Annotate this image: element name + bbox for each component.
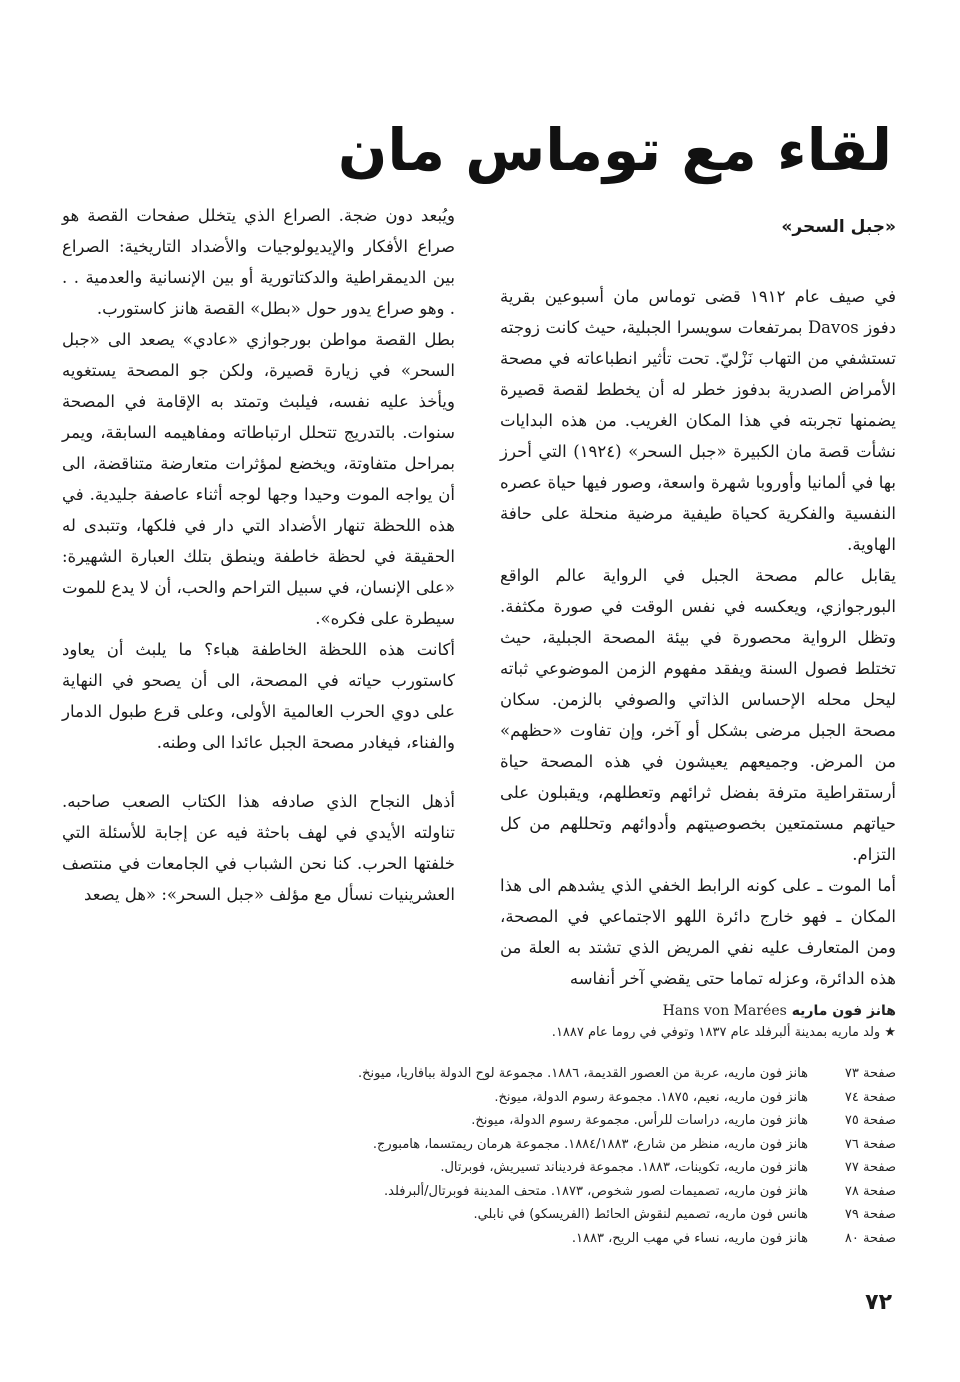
captions-heading xyxy=(56,1000,896,1022)
section-subheading: «جبل السحر» xyxy=(781,217,896,237)
caption-page: صفحة ٧٩ xyxy=(844,1207,896,1222)
image-captions xyxy=(56,1000,896,1250)
paragraph: أما الموت ـ على كونه الرابط الخفي الذي يشدهم الى هذا المكان ـ فهو خارج دائرة اللهو الاجتماعي في المصحة، ومن المتعارف عليه نفي المريض الذي تشتد به العلة من هذه الدائرة، وعزله تماما حتى يقضي آخر أنفاسه xyxy=(500,876,896,988)
caption-list xyxy=(56,1062,896,1250)
caption-text: هانز فون ماريه، نساء في مهب الريح، ١٨٨٣. xyxy=(571,1230,808,1246)
paragraph: بطل القصة مواطن بورجوازي «عادي» يصعد الى «جبل السحر» في زيارة قصيرة، ولكن جو المصحة يستغويه ويأخذ عليه نفسه، فيلبث وتمتد به الإقامة في المصحة سنوات. بالتدريج تتحلل ارتباطاته ومفاهيمه السابقة، ويمر بمراحل متفاوتة، ويخضع لمؤثرات متعارضة متناقضة، الى أن يواجه الموت وحيدا وجها لوجه أثناء عاصفة جليدية. في هذه اللحظة تنهار الأضداد التي دار في فلكها، وتتبدى له الحقيقة في لحظة خاطفة وينطق بتلك العبارة الشهيرة: «على الإنسان، في سبيل التراحم والحب، أن لا يدع للموت سيطرة على فكره». xyxy=(62,330,455,628)
caption-page: صفحة ٧٦ xyxy=(844,1136,896,1152)
paragraph: أذهل النجاح الذي صادفه هذا الكتاب الصعب صاحبه. تناولته الأيدي في لهف باحثة فيه عن إجابة للأسئلة التي خلفتها الحرب. كنا نحن الشباب في الجامعات في منتصف العشرينيات نسأل مع مؤلف «جبل السحر»: «هل يصعد xyxy=(62,792,455,904)
caption-text: هانز فون ماريه، دراسات للرأس. مجموعة رسوم الدولة، ميونخ. xyxy=(471,1113,808,1128)
caption-page: صفحة ٨٠ xyxy=(844,1230,896,1246)
left-text-column xyxy=(62,200,455,910)
caption-item xyxy=(56,1203,896,1227)
caption-page: صفحة ٧٣ xyxy=(844,1066,896,1081)
caption-item xyxy=(56,1109,896,1133)
caption-item xyxy=(56,1180,896,1204)
caption-item xyxy=(56,1086,896,1110)
artist-name-arabic: هانز فون ماريه xyxy=(791,1003,896,1019)
caption-item xyxy=(56,1133,896,1157)
caption-text: هانز فون ماريه، عربة من العصور القديمة، ١٨٨٦. مجموعة لوح الدولة ببافاريا، ميونخ. xyxy=(358,1066,808,1081)
caption-page: صفحة ٧٨ xyxy=(844,1183,896,1199)
caption-text: هانز فون ماريه، نعيم، ١٨٧٥. مجموعة رسوم الدولة، ميونخ. xyxy=(494,1089,808,1105)
paragraph: في صيف عام ١٩١٢ قضى توماس مان أسبوعين بقرية دفوز Davos بمرتفعات سويسرا الجبلية، حيث كانت زوجته تستشفي من التهاب نَزْليّ. تحت تأثير انطباعاته في مصحة الأمراض الصدرية بدفوز خطر له أن يخطط لقصة قصيرة يضمنها تجربته في هذا المكان الغريب. من هذه البدايات نشأت قصة مان الكبيرة «جبل السحر» (١٩٢٤) التي أحرز بها في ألمانيا وأوروبا شهرة واسعة، وصور فيها حياة عصره النفسية والفكرية كحياة طيفية مرضية منحلة على حافة الهاوية. xyxy=(500,287,896,554)
caption-item xyxy=(56,1156,896,1180)
paragraph: يقابل عالم مصحة الجبل في الرواية عالم الواقع البورجوازي، ويعكسه في نفس الوقت في صورة مكثفة. وتظل الرواية محصورة في بيئة المصحة الجبلية، حيث تختلط فصول السنة ويفقد مفهوم الزمن الموضوعي ثباته ليحل محله الإحساس الذاتي والصوفي بالزمن. سكان مصحة الجبل مرضى بشكل أو آخر، وإن تفاوت «حظهم» من المرض. وجميعهم يعيشون في هذه المصحة حياة أرستقراطية مترفة بفضل ثرائهم وتعطلهم، ويقبلون على حياتهم مستمتعين بخصوصيتهم وأدوائهم وتحللهم من كل التزام. xyxy=(500,566,896,864)
paragraph: ويُبعد دون ضجة. الصراع الذي يتخلل صفحات القصة هو صراع الأفكار والإيديولوجيات والأضداد التاريخية: الصراع بين الديمقراطية والدكتاتورية أو بين الإنسانية والعدمية . . . وهو صراع يدور حول «بطل» القصة هانز كاستورب. xyxy=(62,206,455,318)
right-text-column xyxy=(500,212,896,994)
artist-note: ★ ولد ماريه بمدينة ألبرفلد عام ١٨٣٧ وتوفي في روما عام ١٨٨٧. xyxy=(551,1025,896,1040)
paragraph-spacer xyxy=(62,758,455,786)
caption-page: صفحة ٧٤ xyxy=(844,1089,896,1105)
caption-text: هانز فون ماريه، تكوينات، ١٨٨٣. مجموعة فرديناند تسيريش، فوبرتال. xyxy=(440,1160,808,1175)
article-title: لقاء مع توماس مان xyxy=(337,116,892,184)
paragraph: أكانت هذه اللحظة الخاطفة هباء؟ ما يلبث أن يعاود كاستورب حياته في المصحة، الى أن يصحو في النهاية على دوي الحرب العالمية الأولى، وعلى قرع طبول الدمار والفناء، فيغادر مصحة الجبل عائدا الى وطنه. xyxy=(62,640,455,752)
caption-text: هانس فون ماريه، تصميم لنقوش الحائط (الفريسكو) في نابلي. xyxy=(473,1207,808,1222)
artist-name-latin: Hans von Marées xyxy=(662,1003,787,1019)
caption-page: صفحة ٧٥ xyxy=(844,1113,896,1128)
page-number: ٧٢ xyxy=(865,1290,892,1315)
caption-text: هانز فون ماريه، منظر من شارع، ١٨٨٤/١٨٨٣. مجموعة هرمان ريمتسما، هامبورج. xyxy=(372,1136,808,1152)
caption-page: صفحة ٧٧ xyxy=(844,1160,896,1175)
caption-text: هانز فون ماريه، تصميمات لصور شخوص، ١٨٧٣. متحف المدينة فوبرتال/ألبرفلد. xyxy=(384,1183,808,1199)
caption-item xyxy=(56,1227,896,1251)
caption-item xyxy=(56,1062,896,1086)
